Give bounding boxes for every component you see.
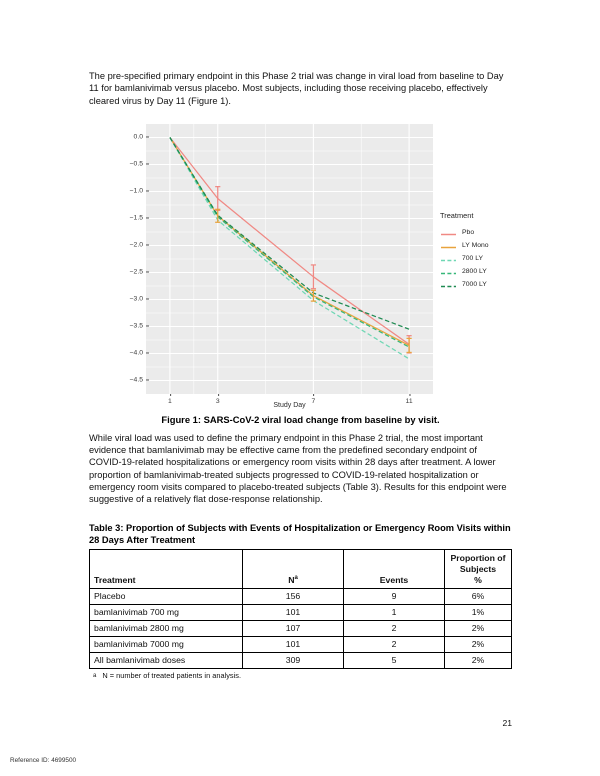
y-axis-tick: −1.5 — [130, 215, 146, 222]
x-axis-tick: 1 — [168, 394, 172, 405]
cell-n: 101 — [243, 604, 344, 620]
x-axis-tick: 3 — [216, 394, 220, 405]
footnote-mark: a — [93, 672, 97, 679]
paragraph-1: The pre-specified primary endpoint in this Phase 2 trial was change in viral load from baseline to Day 11 for bamlanivimab versus placebo. Most subjects, including those receiving placebo, effectively cleared virus by Day 11 (Figure 1). — [89, 71, 504, 106]
cell-proportion: 1% — [445, 604, 512, 620]
hospitalization-table — [89, 549, 512, 669]
cell-n: 156 — [243, 588, 344, 604]
header-proportion-line3: % — [474, 574, 482, 585]
header-proportion — [445, 549, 512, 588]
table-row — [90, 588, 512, 604]
header-proportion-line2: Subjects — [459, 563, 497, 574]
cell-treatment: bamlanivimab 700 mg — [90, 604, 243, 620]
cell-n: 101 — [243, 636, 344, 652]
table-title: Table 3: Proportion of Subjects with Events of Hospitalization or Emergency Room Visits within 28 Days After Treatment — [89, 522, 511, 545]
reference-id: Reference ID: 4699500 — [10, 757, 77, 764]
cell-treatment: All bamlanivimab doses — [90, 652, 243, 668]
footnote-text: N = number of treated patients in analysis. — [102, 670, 241, 680]
cell-treatment: Placebo — [90, 588, 243, 604]
figure-1 — [89, 116, 512, 425]
legend-key-swatch — [440, 227, 457, 238]
legend-key-swatch — [440, 253, 457, 264]
table-row — [90, 636, 512, 652]
cell-events: 2 — [344, 636, 445, 652]
x-axis-tick: 7 — [312, 394, 316, 405]
chart-legend — [440, 211, 512, 291]
cell-events: 1 — [344, 604, 445, 620]
y-axis-tick: −0.5 — [130, 161, 146, 168]
table-footnote — [89, 671, 512, 681]
legend-key-swatch — [440, 266, 457, 277]
y-axis-tick: −1.0 — [130, 188, 146, 195]
legend-title: Treatment — [440, 210, 474, 220]
y-axis-tick: −2.0 — [130, 242, 146, 249]
table-row — [90, 604, 512, 620]
legend-label: Pbo — [462, 228, 475, 236]
cell-proportion: 2% — [445, 620, 512, 636]
legend-key-swatch — [440, 240, 457, 251]
page-content — [89, 70, 512, 681]
cell-proportion: 2% — [445, 652, 512, 668]
header-n-superscript: a — [294, 574, 298, 581]
table-body — [90, 588, 512, 668]
header-proportion-line1: Proportion of — [450, 552, 506, 563]
legend-item — [440, 239, 512, 252]
x-axis-label: Study Day — [273, 401, 306, 409]
legend-label: 7000 LY — [462, 280, 487, 288]
header-events: Events — [344, 549, 445, 588]
y-axis-tick: −4.0 — [130, 350, 146, 357]
legend-item — [440, 265, 512, 278]
paragraph-2: While viral load was used to define the primary endpoint in this Phase 2 trial, the most important evidence that bamlanivimab may be effective came from the predefined secondary endpoint of COVID-19-related hospitalizations or emergency room visits within 28 days after treatment. A lower proportion of bamlanivimab-treated subjects progressed to COVID-19-related hospitalization or emergency room visits compared to placebo-treated subjects (Table 3). Results for this endpoint were suggestive of a relatively flat dose-response relationship. — [89, 432, 507, 505]
table-row — [90, 620, 512, 636]
header-n-text: N — [288, 574, 295, 585]
chart-svg — [146, 124, 433, 394]
cell-proportion: 2% — [445, 636, 512, 652]
legend-label: 2800 LY — [462, 267, 487, 275]
table-header-row — [90, 549, 512, 588]
y-axis-tick: −3.5 — [130, 323, 146, 330]
y-axis-tick: 0.0 — [134, 134, 146, 141]
figure-caption: Figure 1: SARS-CoV-2 viral load change from baseline by visit. — [161, 413, 440, 425]
legend-label: LY Mono — [462, 241, 489, 249]
header-n — [243, 549, 344, 588]
legend-item — [440, 226, 512, 239]
header-treatment: Treatment — [90, 549, 243, 588]
cell-events: 5 — [344, 652, 445, 668]
legend-item — [440, 278, 512, 291]
table-row — [90, 652, 512, 668]
x-axis-tick: 11 — [406, 394, 413, 405]
page-number: 21 — [502, 718, 512, 728]
y-axis-tick: −2.5 — [130, 269, 146, 276]
cell-treatment: bamlanivimab 2800 mg — [90, 620, 243, 636]
legend-label: 700 LY — [462, 254, 484, 262]
legend-items — [440, 226, 512, 291]
cell-proportion: 6% — [445, 588, 512, 604]
cell-events: 2 — [344, 620, 445, 636]
cell-treatment: bamlanivimab 7000 mg — [90, 636, 243, 652]
legend-item — [440, 252, 512, 265]
cell-n: 107 — [243, 620, 344, 636]
legend-key-swatch — [440, 279, 457, 290]
y-axis-tick: −4.5 — [130, 377, 146, 384]
cell-events: 9 — [344, 588, 445, 604]
y-axis-tick: −3.0 — [130, 296, 146, 303]
cell-n: 309 — [243, 652, 344, 668]
